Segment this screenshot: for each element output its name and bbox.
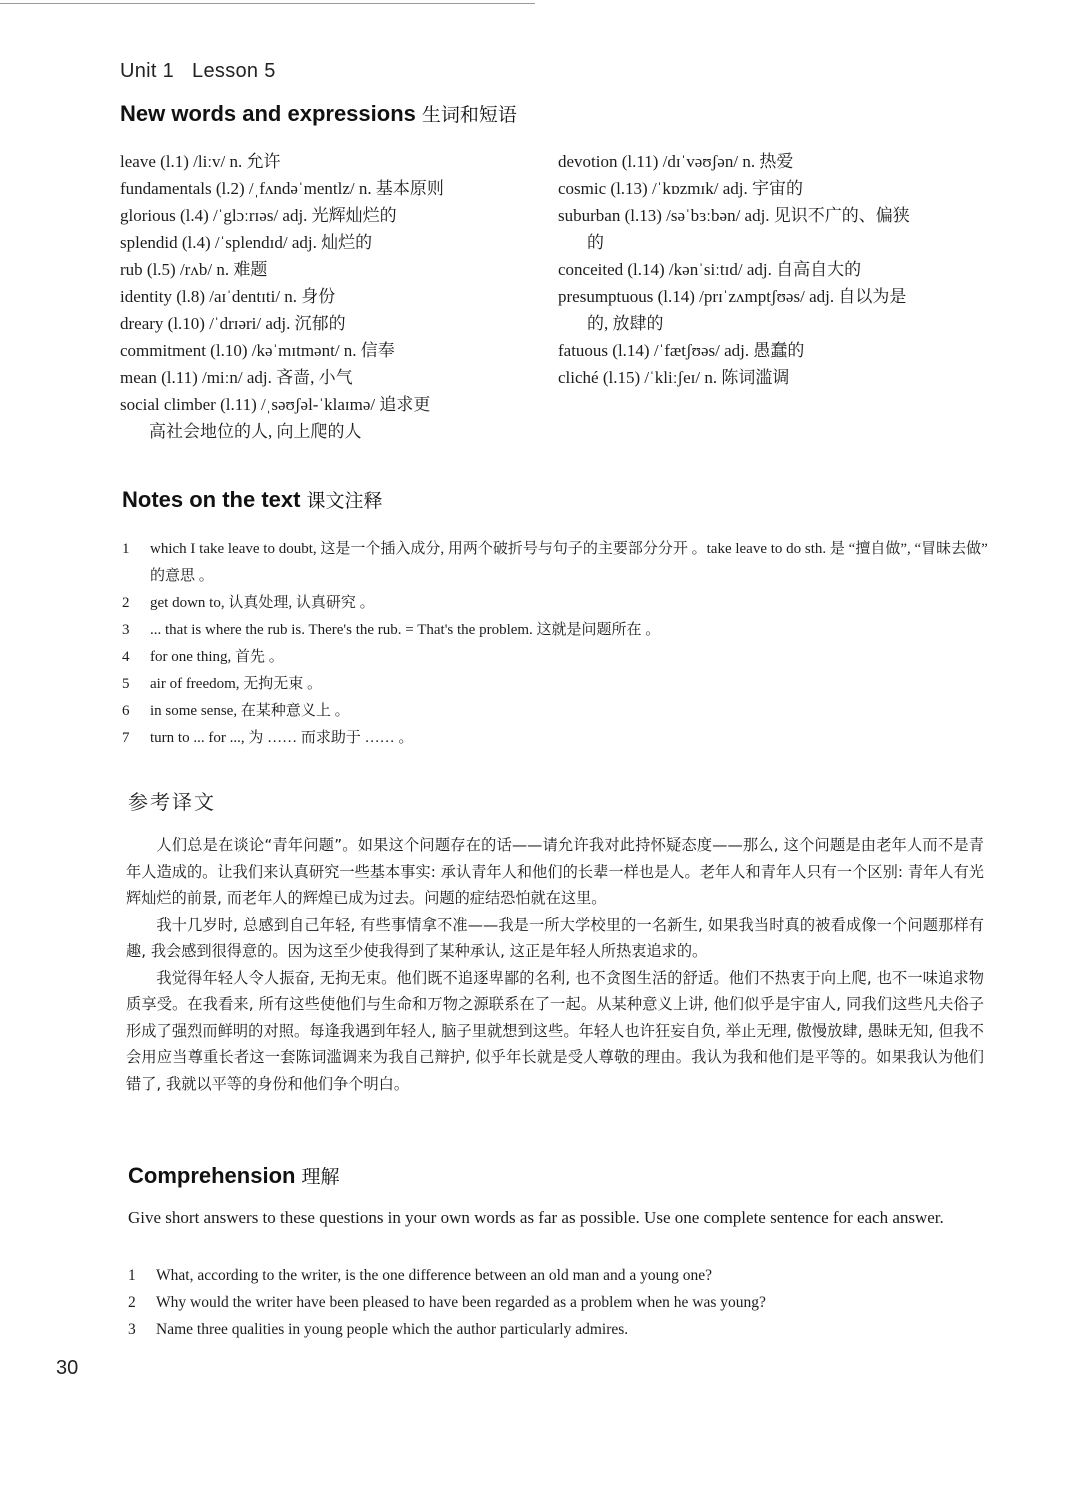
note-item xyxy=(122,617,992,644)
comprehension-instructions: Give short answers to these questions in your own words as far as possible. Use one complete sentence for each answer. xyxy=(128,1208,944,1227)
question-number: 1 xyxy=(128,1267,136,1284)
unit-lesson-header xyxy=(120,60,276,83)
note-item xyxy=(122,590,992,617)
question-text: Name three qualities in young people which the author particularly admires. xyxy=(156,1321,629,1338)
question-item xyxy=(128,1289,988,1316)
vocab-continuation: 的 xyxy=(587,233,604,252)
translation-paragraph: 人们总是在谈论“青年问题”。如果这个问题存在的话——请允许我对此持怀疑态度——那么, 这个问题是由老年人而不是青年人造成的。让我们来认真研究一些基本事实: 承认青年人和他们的长辈一样也是人。老年人和青年人只有一个区别: 青年人有光辉灿烂的前景, 而老年人的辉煌已成为过去。问题的症结恐怕就在这里。 xyxy=(126,836,984,907)
translation-paragraph: 我十几岁时, 总感到自己年轻, 有些事情拿不准——我是一所大学校里的一名新生, 如果我当时真的被看成像一个问题那样有趣, 我会感到很得意的。因为这至少使我得到了某种承认, 这正是年轻人所热衷追求的。 xyxy=(126,915,984,960)
notes-heading: Notes on the text 课文注释 xyxy=(122,487,383,512)
vocab-entry: glorious (l.4) /ˈglɔːrɪəs/ adj. 光辉灿烂的 xyxy=(120,206,397,225)
vocab-entry: splendid (l.4) /ˈsplendɪd/ adj. 灿烂的 xyxy=(120,233,373,252)
vocab-entry: presumptuous (l.14) /prɪˈzʌmptʃʊəs/ adj. 自以为是 的, 放肆的 xyxy=(558,283,998,337)
note-number: 3 xyxy=(122,622,130,638)
question-number: 2 xyxy=(128,1294,136,1311)
note-item xyxy=(122,698,992,725)
vocab-right-column xyxy=(558,148,998,391)
vocab-entry: commitment (l.10) /kəˈmɪtmənt/ n. 信奉 xyxy=(120,341,395,360)
unit-label: Unit 1 xyxy=(120,60,175,82)
question-number: 3 xyxy=(128,1321,136,1338)
question-text: Why would the writer have been pleased to have been regarded as a problem when he was young? xyxy=(156,1294,766,1311)
vocab-entry: cosmic (l.13) /ˈkɒzmɪk/ adj. 宇宙的 xyxy=(558,179,803,198)
vocab-left-column xyxy=(120,148,540,445)
translation-heading: 参考译文 xyxy=(128,790,216,814)
question-list xyxy=(128,1262,988,1343)
note-number: 5 xyxy=(122,676,130,692)
translation-body xyxy=(126,832,984,1097)
notes-list xyxy=(122,536,992,752)
vocab-entry: social climber (l.11) /ˌsəʊʃəl-ˈklaɪmə/ 追求更 高社会地位的人, 向上爬的人 xyxy=(120,391,540,445)
note-number: 6 xyxy=(122,703,130,719)
vocab-continuation: 的, 放肆的 xyxy=(587,314,664,333)
vocab-continuation: 高社会地位的人, 向上爬的人 xyxy=(149,422,362,441)
vocab-entry: leave (l.1) /liːv/ n. 允许 xyxy=(120,152,281,171)
comprehension-heading: Comprehension 理解 xyxy=(128,1163,340,1188)
note-text: which I take leave to doubt, 这是一个插入成分, 用两个破折号与句子的主要部分分开 。take leave to do sth. 是 “擅自做”, “冒昧去做” 的意思 。 xyxy=(150,541,988,584)
note-item xyxy=(122,644,992,671)
new-words-heading-cn: 生词和短语 xyxy=(421,104,517,126)
new-words-heading: New words and expressions 生词和短语 xyxy=(120,101,517,126)
note-text: get down to, 认真处理, 认真研究 。 xyxy=(150,595,375,611)
vocab-entry: cliché (l.15) /ˈkliːʃeɪ/ n. 陈词滥调 xyxy=(558,368,790,387)
note-text: air of freedom, 无拘无束 。 xyxy=(150,676,323,692)
note-text: for one thing, 首先 。 xyxy=(150,649,284,665)
vocab-entry: identity (l.8) /aɪˈdentɪti/ n. 身份 xyxy=(120,287,336,306)
vocab-entry: fundamentals (l.2) /ˌfʌndəˈmentlz/ n. 基本原则 xyxy=(120,179,444,198)
top-rule xyxy=(0,3,535,4)
question-item xyxy=(128,1316,988,1343)
vocab-entry: mean (l.11) /miːn/ adj. 吝啬, 小气 xyxy=(120,368,353,387)
note-number: 7 xyxy=(122,730,130,746)
note-number: 4 xyxy=(122,649,130,665)
note-item xyxy=(122,536,992,590)
vocab-entry: dreary (l.10) /ˈdrɪəri/ adj. 沉郁的 xyxy=(120,314,346,333)
vocab-entry: conceited (l.14) /kənˈsiːtɪd/ adj. 自高自大的 xyxy=(558,260,862,279)
vocab-entry: fatuous (l.14) /ˈfætʃʊəs/ adj. 愚蠢的 xyxy=(558,341,805,360)
note-number: 2 xyxy=(122,595,130,611)
vocab-entry: devotion (l.11) /dɪˈvəʊʃən/ n. 热爱 xyxy=(558,152,794,171)
note-item xyxy=(122,725,992,752)
vocab-entry: suburban (l.13) /səˈbɜːbən/ adj. 见识不广的、偏狭 的 xyxy=(558,202,998,256)
question-item xyxy=(128,1262,988,1289)
note-text: in some sense, 在某种意义上 。 xyxy=(150,703,350,719)
note-text: turn to ... for ..., 为 …… 而求助于 …… 。 xyxy=(150,730,414,746)
note-text: ... that is where the rub is. There's the rub. = That's the problem. 这就是问题所在 。 xyxy=(150,622,661,638)
note-number: 1 xyxy=(122,541,130,557)
lesson-label: Lesson 5 xyxy=(192,60,276,82)
comprehension-heading-cn: 理解 xyxy=(301,1166,340,1188)
note-item xyxy=(122,671,992,698)
vocab-entry: rub (l.5) /rʌb/ n. 难题 xyxy=(120,260,268,279)
notes-heading-cn: 课文注释 xyxy=(306,490,383,512)
question-text: What, according to the writer, is the one difference between an old man and a young one? xyxy=(156,1267,713,1284)
page-number: 30 xyxy=(56,1357,79,1379)
translation-paragraph: 我觉得年轻人令人振奋, 无拘无束。他们既不追逐卑鄙的名利, 也不贪图生活的舒适。他们不热衷于向上爬, 也不一味追求物质享受。在我看来, 所有这些使他们与生命和万物之源联系在了一起。从某种意义上讲, 他们似乎是宇宙人, 同我们这些凡夫俗子形成了强烈而鲜明的对照。每逢我遇到年轻人, 脑子里就想到这些。年轻人也许狂妄自负, 举止无理, 傲慢放肆, 愚昧无知, 但我不会用应当尊重长者这一套陈词滥调来为我自己辩护, 似乎年长就是受人尊敬的理由。我认为我和他们是平等的。如果我认为他们错了, 我就以平等的身份和他们争个明白。 xyxy=(126,968,984,1093)
